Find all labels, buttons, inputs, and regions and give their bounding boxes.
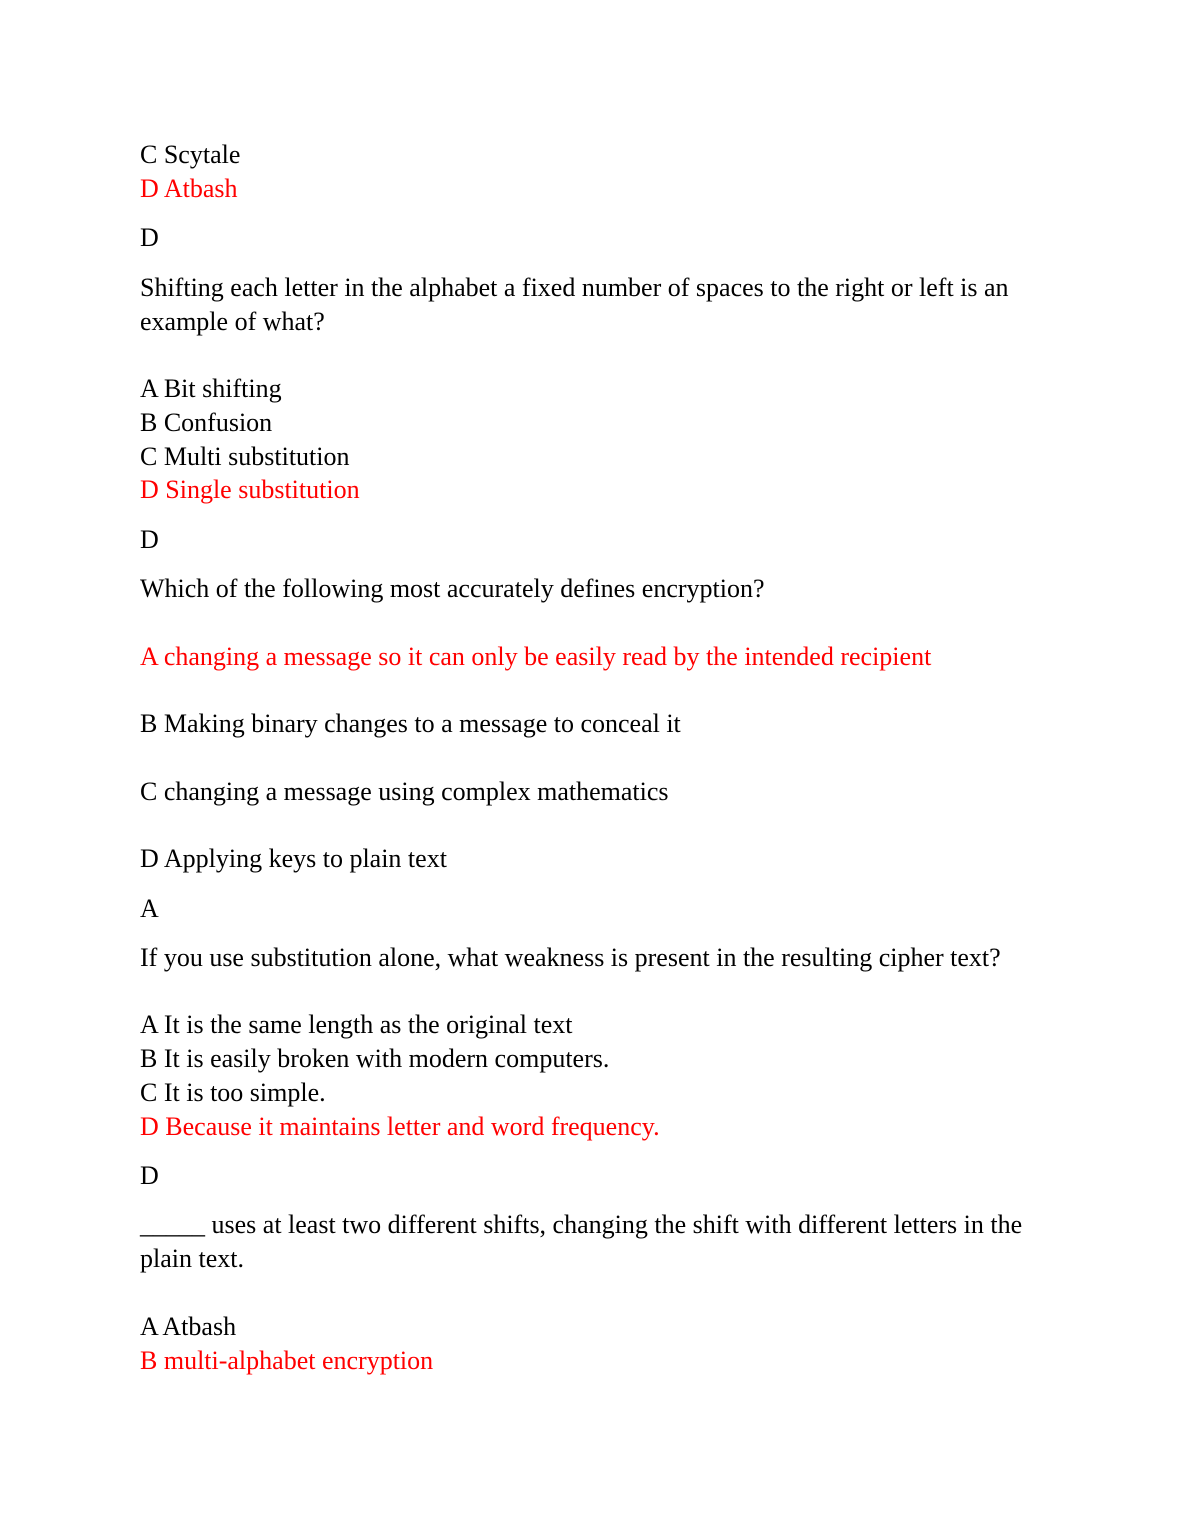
option-c: C changing a message using complex mathematics <box>140 777 669 806</box>
question-text: _____ uses at least two different shifts, changing the shift with different letters in the plain text. <box>140 1210 1023 1273</box>
question-text: Shifting each letter in the alphabet a fixed number of spaces to the right or left is an example of what? <box>140 273 1009 336</box>
option-b: B It is easily broken with modern computers. <box>140 1044 610 1073</box>
option-d-correct: D Single substitution <box>140 475 360 504</box>
option-b: B Confusion <box>140 408 273 437</box>
answer-key: D <box>140 1161 159 1190</box>
option-b-correct: B multi-alphabet encryption <box>140 1346 434 1375</box>
option-d: D Applying keys to plain text <box>140 844 447 873</box>
answer-key: D <box>140 223 159 252</box>
answer-key: A <box>140 894 159 923</box>
question-text: Which of the following most accurately defines encryption? <box>140 574 765 603</box>
option-d-correct: D Because it maintains letter and word frequency. <box>140 1112 660 1141</box>
option-c: C It is too simple. <box>140 1078 326 1107</box>
option-c: C Scytale <box>140 140 241 169</box>
option-a: A Atbash <box>140 1312 237 1341</box>
option-d-correct: D Atbash <box>140 174 238 203</box>
option-a: A It is the same length as the original text <box>140 1010 573 1039</box>
question-text: If you use substitution alone, what weakness is present in the resulting cipher text? <box>140 943 1001 972</box>
option-a-correct: A changing a message so it can only be easily read by the intended recipient <box>140 642 932 671</box>
option-a: A Bit shifting <box>140 374 282 403</box>
option-c: C Multi substitution <box>140 442 350 471</box>
option-b: B Making binary changes to a message to conceal it <box>140 709 681 738</box>
answer-key: D <box>140 525 159 554</box>
